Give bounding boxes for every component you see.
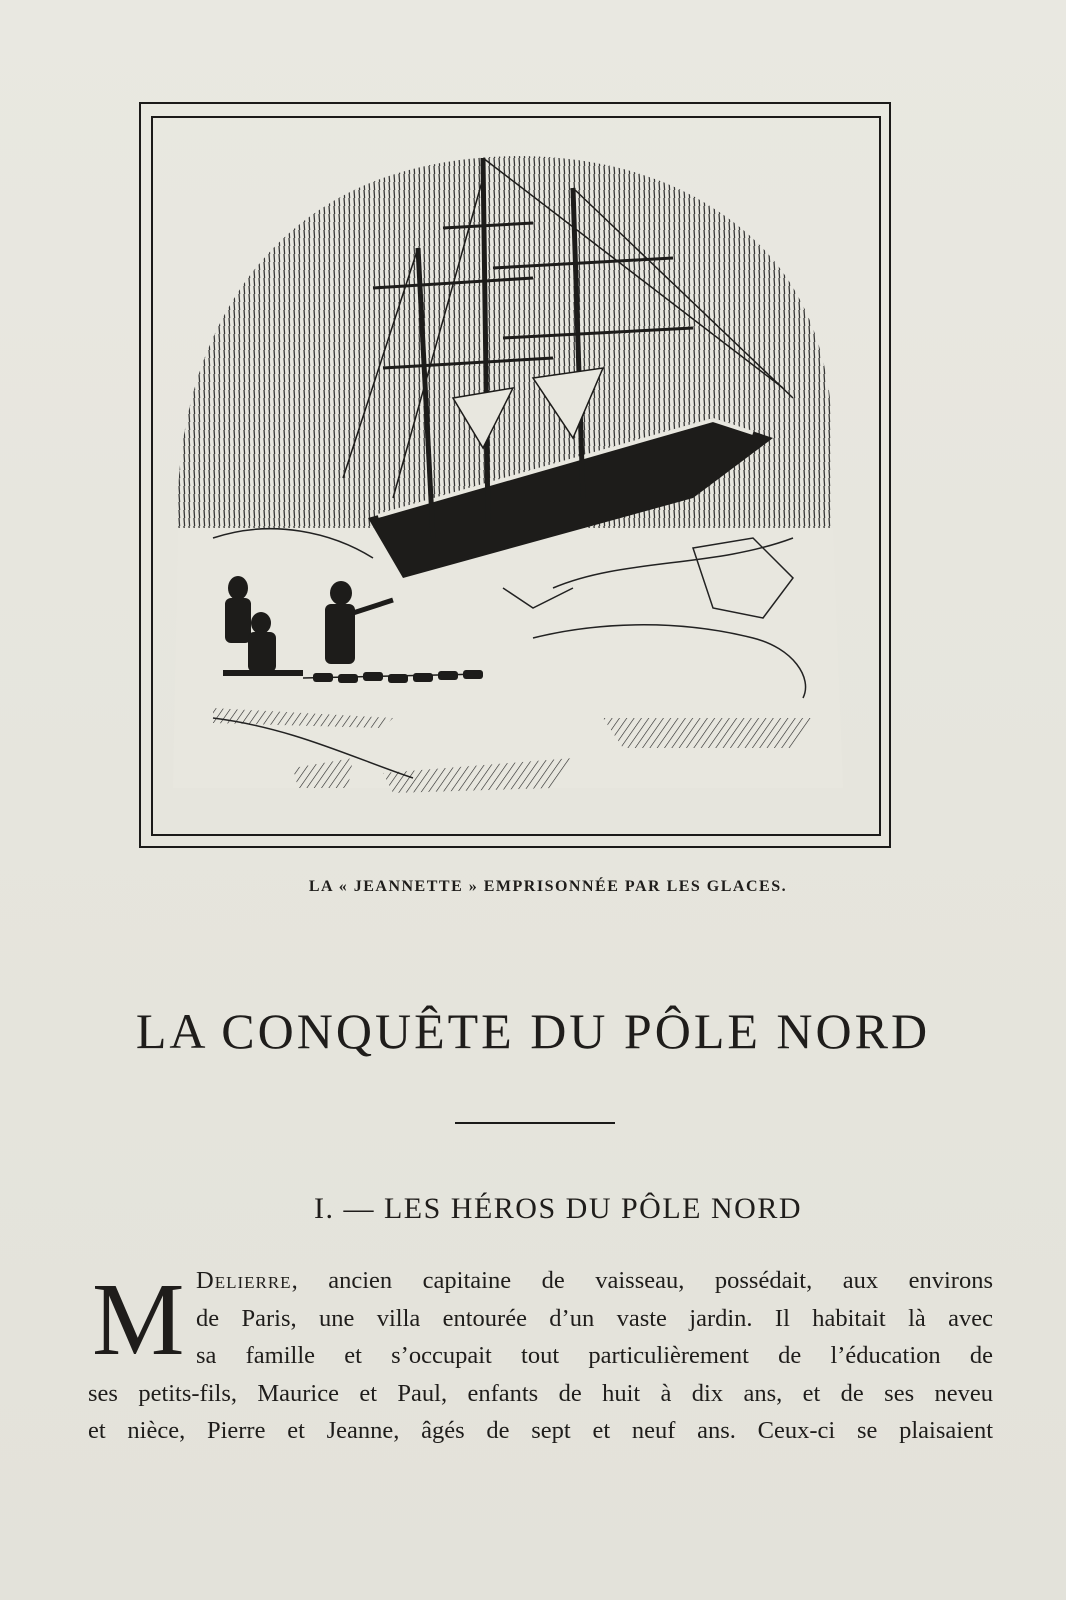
- title-divider: [455, 1122, 615, 1124]
- section-heading: [0, 1192, 1066, 1226]
- section-heading-text: I. — LES HÉROS DU PÔLE NORD: [313, 1192, 802, 1225]
- chapter-title-text: LA CONQUÊTE DU PÔLE NORD: [135, 1003, 931, 1059]
- body-line-1-text: , ancien capitaine de vaisseau, possédait, aux environs: [291, 1267, 993, 1294]
- first-word: Delierre: [196, 1267, 292, 1294]
- chapter-title: [0, 1002, 1066, 1060]
- drop-cap: M: [92, 1262, 185, 1377]
- illustration-caption: [0, 878, 1066, 896]
- ship-in-ice-engraving-icon: [153, 118, 879, 834]
- body-line-3: sa famille et s’occupait tout particulièrement de l’éducation de: [196, 1342, 993, 1369]
- body-line-1: [88, 1262, 993, 1300]
- body-line-5: et nièce, Pierre et Jeanne, âgés de sept et neuf ans. Ceux-ci se plaisaient: [88, 1417, 993, 1444]
- body-paragraph: [88, 1262, 993, 1450]
- body-line-2: de Paris, une villa entourée d’un vaste jardin. Il habitait là avec: [196, 1304, 993, 1332]
- illustration-caption-text: LA « JEANNETTE » EMPRISONNÉE PAR LES GLACES.: [308, 878, 788, 895]
- body-line-4: ses petits-fils, Maurice et Paul, enfants de huit à dix ans, et de ses neveu: [88, 1379, 993, 1407]
